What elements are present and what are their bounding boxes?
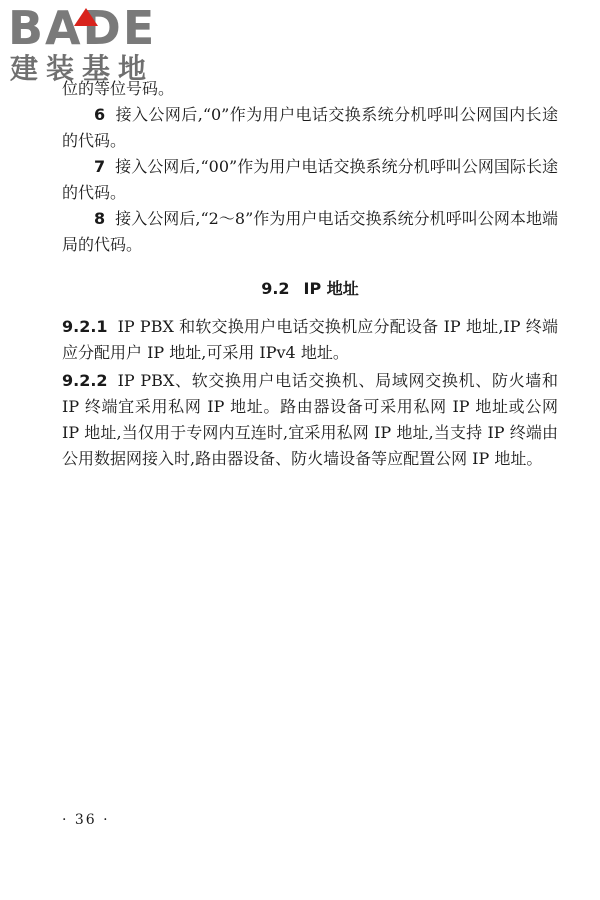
clause-number: 9.2.2 xyxy=(62,371,108,390)
item-text: 接入公网后,“0”作为用户电话交换系统分机呼叫公网国内长途的代码。 xyxy=(62,105,558,150)
item-number: 7 xyxy=(94,157,106,176)
section-number: 9.2 xyxy=(261,279,290,298)
clause-text: IP PBX 和软交换用户电话交换机应分配设备 IP 地址,IP 终端应分配用户 IP 地址,可采用 IPv4 地址。 xyxy=(62,317,558,362)
continued-text: 位的等位号码。 xyxy=(62,79,175,98)
item-text: 接入公网后,“00”作为用户电话交换系统分机呼叫公网国际长途的代码。 xyxy=(62,157,558,202)
bade-logo xyxy=(8,1,178,86)
item-text: 接入公网后,“2～8”作为用户电话交换系统分机呼叫公网本地端局的代码。 xyxy=(62,209,558,254)
list-item-8 xyxy=(62,206,558,258)
section-title: IP 地址 xyxy=(303,279,359,298)
document-body xyxy=(62,76,558,472)
item-number: 6 xyxy=(94,105,106,124)
clause-9-2-1 xyxy=(62,314,558,366)
page-number: · 36 · xyxy=(62,812,110,828)
list-item-6 xyxy=(62,102,558,154)
logo-chinese-name: 建装基地 xyxy=(10,52,155,85)
item-number: 8 xyxy=(94,209,106,228)
logo-red-triangle-icon xyxy=(74,8,98,26)
section-heading xyxy=(62,276,558,302)
list-item-7 xyxy=(62,154,558,206)
logo-wordmark: BADE xyxy=(8,1,157,55)
clause-9-2-2 xyxy=(62,368,558,472)
clause-number: 9.2.1 xyxy=(62,317,108,336)
clause-text: IP PBX、软交换用户电话交换机、局域网交换机、防火墙和 IP 终端宜采用私网 IP 地址。路由器设备可采用私网 IP 地址或公网 IP 地址,当仅用于专网内互连时,宜采用私网 IP 地址,当支持 IP 终端由公用数据网接入时,路由器设备、防火墙设备等应配置公网 IP 地址。 xyxy=(62,371,558,468)
continued-line xyxy=(62,76,558,102)
